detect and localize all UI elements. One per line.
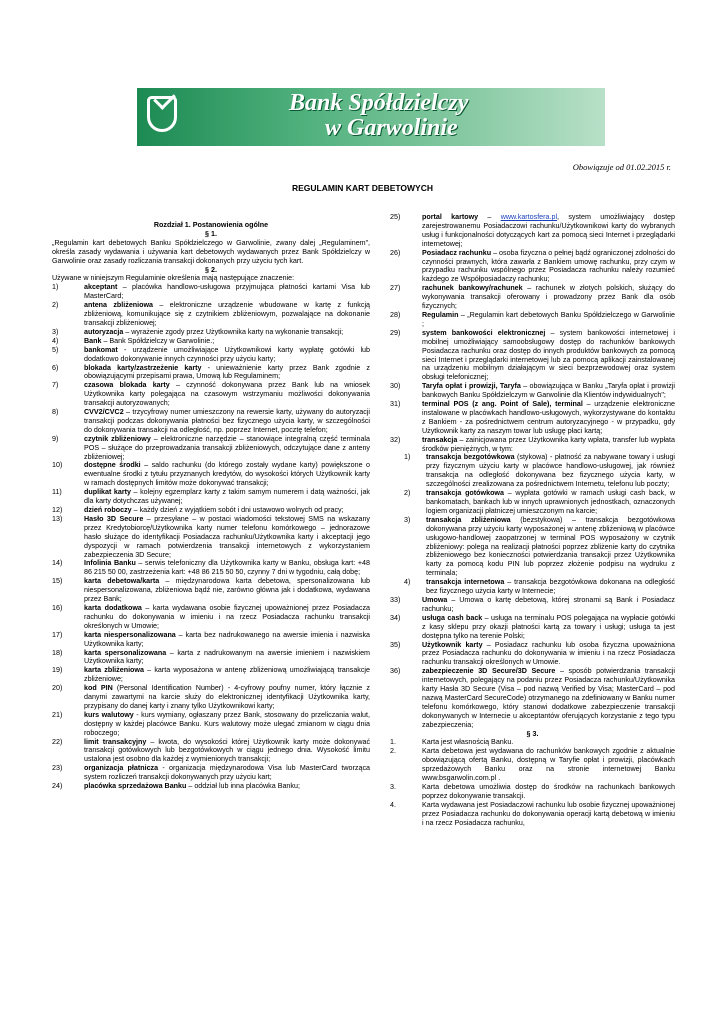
item-number: 4. [390,800,396,809]
item-number: 22) [52,737,63,746]
definition-term: kurs walutowy [84,710,134,719]
definition-term: usługa cash back [422,613,483,622]
definition-term: czasowa blokada karty [84,381,170,390]
item-number: 3) [52,327,59,336]
item-number: 27) [390,284,401,293]
definition-item [52,337,370,346]
definition-term: Taryfa opłat i prowizji, Taryfa [422,382,521,391]
definition-text: , system umożliwiający dostęp zarejestrowanemu Posiadaczowi rachunku/Użytkownikowi karty do wybranych usług i funkcjonalności dotyczących kart za pomocą sieci Internet i przeglądarki internetowej; [422,213,675,248]
item-number: 26) [390,248,401,257]
effective-date: Obowiązuje od 01.02.2015 r. [572,162,671,172]
right-column [390,213,675,828]
definition-term: duplikat karty [84,488,131,497]
item-number: 32) [390,435,401,444]
definition-term: Umowa [422,595,448,604]
definition-text: – „Regulamin kart debetowych Banku Spółdzielczego w Garwolinie ; [422,310,675,328]
definition-item [52,488,370,506]
definition-text: – każdy dzień z wyjątkiem sobót i dni ustawowo wolnych od pracy; [131,506,344,514]
item-number: 30) [390,382,401,391]
definition-item [52,764,370,782]
definition-text: – Umowa o kartę debetową, której stronami są Bank i Posiadacz rachunku; [422,595,675,613]
item-number: 1) [52,283,59,292]
definition-text: – międzynarodowa karta debetowa, spersonalizowana lub niespersonalizowana, zbliżeniowa bądź nie, zarówno główna jak i dodatkowa, wydawana przez Bank; [84,577,371,604]
item-number: 36) [390,667,401,676]
item-number: 25) [390,213,401,221]
definition-item [52,666,370,684]
definition-text: – osoba fizyczna o pełnej bądź ograniczonej zdolności do czynności prawnych, która zawarła z Bankiem umowę rachunku, przy czym w przypadku rachunku wspólnego przez Posiadacza rachunku należy rozumieć każdego ze Współposiadaczy rachunku; [422,248,675,284]
definition-text: – saldo rachunku (do którego zostały wydane karty) powiększone o ewentualne środki z tytułu przyznanych kredytów, do wysokości których Użytkownik karty w ramach dostępnych limitów może dokonywać transakcji; [84,461,370,488]
definition-text: – transakcja bezgotówkowa dokonana na odległość bez fizycznego użycia karty w Internecie; [426,578,675,596]
definition-term: karta zbliżeniowa [84,666,144,675]
definition-text: Karta jest własnością Banku. [422,738,514,747]
item-number: 8) [52,408,59,417]
definition-text: – rachunek w złotych polskich, służący do wykonywania transakcji oferowany i prowadzony przez Bank dla osób fizycznych; [422,284,675,311]
paragraph-2-intro: Używane w niniejszym Regulaminie określenia mają następujące znaczenie: [52,274,295,283]
definition-text: – karta wyposażona w antenę zbliżeniową umożliwiającą transakcje zbliżeniowe; [84,666,370,684]
definition-text: – placówka handlowo-usługowa przyjmująca płatności kartami Visa lub MasterCard; [84,283,370,301]
item-number: 11) [52,488,62,497]
shield-check-icon [143,94,183,138]
definition-item [52,346,370,364]
item-number: 12) [52,506,63,514]
definition-term: karta spersonalizowana [84,648,167,657]
item-number: 7) [52,381,59,390]
paragraph-3-item [390,747,675,783]
definition-term: CVV2/CVC2 [84,408,124,417]
definition-text: - kurs wymiany, ogłaszany przez Bank, stosowany do przeliczania walut, dostępny w każdej placówce Banku. Kurs walutowy może ulegać zmianom w ciągu dnia roboczego; [84,710,370,737]
transaction-type-item [390,516,675,578]
definition-item [390,436,675,454]
item-number: 2) [404,489,411,498]
definition-text: – sposób potwierdzania transakcji internetowych, polegający na podaniu przez Posiadacza rachunku/Użytkownika karty Hasła 3D Secure (Visa – pod nazwą Verified by Visa; MasterCard – pod nazwą MasterCard SecureCode) otrzymanego na zdefiniowany w Banku numer telefonu komórkowego, który stanowi dodatkowe zabezpieczenie transakcji dokonywanych w Internecie u akceptantów oferujących korzystanie z tego typu zabezpieczenia; [422,667,676,729]
definition-text: – wypłata gotówki w ramach usługi cash back, w bankomatach, bankach lub w innych uprawnionych jednostkach, oznaczonych logiem organizacji płatniczej umieszczonym na karcie; [426,489,675,515]
definition-text: Karta debetowa jest wydawana do rachunków bankowych zgodnie z aktualnie obowiązującą ofertą Banku, dostępną w Taryfie opłat i prowizji, placówkach sprzedażowych Banku oraz na stronie internetowej Banku www.bsgarwolin.com.pl . [422,747,675,783]
item-number: 15) [52,577,63,586]
definition-item [52,649,370,667]
definition-text: – karta wydawana osobie fizycznej upoważnionej przez Posiadacza rachunku do dokonywania w imieniu i na rzecz Posiadacza rachunku transakcji określonych w Umowie; [84,603,370,630]
definition-item [52,604,370,631]
definitions-list-right [390,213,675,453]
definition-term: karta dodatkowa [84,603,142,612]
definition-text: – serwis telefoniczny dla Użytkownika karty w Banku, obsługa kart: +48 86 215 50 00, zastrzeżenia kart: +48 86 215 50 50, czynny 7 dni w tygodniu, całą dobę; [84,559,370,577]
definition-term: transakcja bezgotówkowa [426,453,515,462]
paragraph-3-heading: § 3. [526,729,539,738]
definition-term: transakcja gotówkowa [426,489,504,498]
definition-term: antena zbliżeniowa [84,301,154,310]
definition-term: system bankowości elektronicznej [422,328,546,337]
definition-item [52,631,370,649]
definition-text: – usługa na terminalu POS polegająca na wypłacie gotówki z kasy sklepu przy okazji płatności kartą za towary i usługi; usługa ta jest dostępna tylko na terenie Polski; [422,613,675,640]
item-number: 13) [52,514,63,523]
portal-link[interactable]: www.kartosfera.pl [500,213,558,221]
paragraph-3-list [390,738,675,827]
definition-term: blokada karty/zastrzeżenie karty [84,363,202,372]
definition-item [52,364,370,382]
definition-text: – czynność dokonywana przez Bank lub na wniosek Użytkownika karty polegająca na czasowym wstrzymaniu możliwości dokonywania transakcji autoryzowanych; [84,381,370,408]
definition-term: autoryzacja [84,327,124,336]
definition-term: karta niespersonalizowana [84,630,176,639]
definition-item [52,328,370,337]
definition-term: Infolinia Banku [84,559,136,568]
definition-term: placówka sprzedażowa Banku [84,782,187,791]
definition-term: karta debetowa/karta [84,577,160,586]
definition-text: – Bank Spółdzielczy w Garwolinie.; [101,336,215,345]
definition-item [52,381,370,408]
item-number: 3. [390,783,396,791]
item-number: 4) [404,578,411,587]
item-number: 20) [52,684,63,693]
chapter-heading: Rozdział 1. Postanowienia ogólne [153,221,269,229]
definition-text: – elektroniczne narzędzie – stanowiące integralną część terminala POS – służące do przeprowadzania transakcji zbliżeniowych, odczytujące dane z anteny zbliżeniowej; [84,434,370,461]
definition-term: Bank [84,336,102,345]
item-number: 19) [52,666,63,675]
definition-text: – przesyłane – w postaci wiadomości tekstowej SMS na wskazany przez Kredytobiorcę/Użytkownika karty numer telefonu komórkowego – jednorazowe hasło służące do identyfikacji Posiadacza rachunku/Użytkownika karty i akceptacji jego dyspozycji w ramach potwierdzenia transakcji internetowych z wykorzystaniem zabezpieczenia 3D Secure; [84,514,370,559]
definition-text: – kolejny egzemplarz karty z takim samym numerem i datą ważności, jak dla karty dotychczas używanej; [84,488,370,506]
transaction-types-list [390,453,675,596]
definition-item [390,614,675,641]
paragraph-1-heading: § 1. [205,229,217,238]
definition-term: transakcja [422,435,458,444]
item-number: 2. [390,747,396,756]
definition-term: czytnik zbliżeniowy [84,434,151,443]
definition-term: rachunek bankowy/rachunek [422,284,523,293]
paragraph-3-item [390,801,675,828]
definition-term: organizacja płatnicza [84,764,159,773]
definition-text: – system bankowości internetowej i mobilnej umożliwiający samoobsługowy dostęp do rachunków bankowych Posiadacza rachunku oraz dostęp do innych produktów bankowych za pomocą sieci Internet i przeglądarki internetowej lub za pomocą aplikacji zainstalowanej na urządzeniu mobilnym działającym w sieci bezprzewodowej oraz system obsługi telefonicznej; [422,328,676,382]
definition-term: Hasło 3D Secure [84,514,144,523]
definition-item [52,782,370,791]
item-number: 2) [52,301,59,310]
definition-term: kod PIN [84,684,113,693]
item-number: 17) [52,630,63,639]
definition-term: transakcja internetowa [426,578,505,587]
definition-term: limit transakcyjny [84,737,147,746]
item-number: 16) [52,603,63,612]
definition-item [52,577,370,604]
definition-text: – trzycyfrowy numer umieszczony na rewersie karty, używany do autoryzacji transakcji podczas dokonywania płatności bez fizycznego użycia karty, w szczególności do dokonywania transakcji na odległość, np. poprzez Internet, pocztę telefon; [84,408,370,434]
item-number: 9) [52,434,59,443]
definition-item [390,249,675,285]
item-number: 29) [390,328,401,337]
definition-item [52,559,370,577]
definition-text: – zainicjowana przez Użytkownika karty wpłata, transfer lub wypłata środków pieniężnych, w tym: [422,435,675,453]
item-number: 21) [52,710,63,719]
definition-term: Użytkownik karty [422,640,483,649]
definition-item [52,515,370,560]
definition-item [390,667,675,729]
item-number: 28) [390,310,401,319]
definition-term: Posiadacz rachunku [422,248,492,257]
definitions-list-left [52,283,370,791]
definition-item [52,738,370,765]
item-number: 1) [404,453,411,462]
item-number: 5) [52,345,59,354]
definitions-list-right-2 [390,596,675,730]
document-title: REGULAMIN KART DEBETOWYCH [291,183,434,193]
item-number: 1. [390,738,396,747]
item-number: 23) [52,764,63,773]
definition-item [52,461,370,488]
transaction-type-item [390,453,675,489]
definition-item [390,596,675,614]
definition-term: bankomat [84,345,118,354]
definition-term: dostępne środki [84,461,141,470]
definition-item [52,506,370,515]
definition-text: (stykowa) - płatność za nabywane towary i usługi przy fizycznym użyciu karty w placówce handlowo-usługowej, jak również transakcja na odległość dokonywana bez fizycznego użycia karty, w szczególności zrealizowana za pośrednictwem Internetu, telefonu lub poczty; [426,453,675,489]
definition-text: – karta bez nadrukowanego na awersie imienia i nazwiska Użytkownika karty; [84,630,370,648]
definition-term: zabezpieczenie 3D Secure/3D Secure [422,667,556,676]
paragraph-3-item [390,738,675,747]
definition-item [390,284,675,311]
definition-item [390,400,675,436]
definition-item [52,408,370,435]
paragraph-3-item [390,783,675,801]
definition-text: (bezstykowa) – transakcja bezgotówkowa dokonywana przy użyciu karty wyposażonej w antenę zbliżeniową w placówce usługowo-handlowej zaopatrzonej w terminal POS wyposażony w czytnik zbliżeniowy: polega na realizacji płatności poprzez zbliżenie karty do czytnika zbliżeniowego bez konieczności potwierdzania transakcji przez Użytkownika karty za pomocą kodu PIN lub poprzez złożenie podpisu na wydruku z terminala; [426,515,675,578]
definition-term: transakcja zbliżeniowa [426,515,511,524]
definition-term: Regulamin [422,310,459,319]
item-number: 34) [390,613,401,622]
definition-item [390,329,675,382]
paragraph-2-heading: § 2. [205,265,217,274]
definition-term: terminal POS (z ang. Point of Sale), terminal [422,400,583,409]
definition-text: – karta z nadrukowanym na awersie imieniem i nazwiskiem Użytkownika karty; [84,648,371,666]
definition-text: Karta wydawana jest Posiadaczowi rachunku lub osobie fizycznej upoważnionej przez Posiadacza rachunku do dokonywania operacji kartą debetową w imieniu i na rzecz Posiadacza rachunku, [422,800,675,827]
definition-text: Karta debetowa umożliwia dostęp do środków na rachunkach bankowych poprzez dokonywanie transakcji. [422,783,675,800]
definition-text: (Personal Identification Number) - 4-cyfrowy poufny numer, który łącznie z danymi zawartymi na karcie służy do elektronicznej identyfikacji Użytkownika karty, przypisany do danej karty i znany tylko Użytkownikowi karty; [84,684,370,710]
definition-item [52,711,370,738]
definition-text: – wyrażenie zgody przez Użytkownika karty na wykonanie transakcji; [123,327,344,336]
transaction-type-item [390,489,675,516]
definition-term: akceptant [84,283,118,292]
definition-text: – kwota, do wysokości której Użytkownik karty może dokonywać transakcji gotówkowych lub bezgotówkowych w ciągu jednego dnia. Wysokość limitu ustalona jest osobno dla każdej z wymienionych transakcji; [84,737,371,764]
definition-text: – oddział lub inna placówka Banku; [186,782,300,791]
item-number: 24) [52,782,63,791]
item-number: 6) [52,363,59,372]
definition-item [390,382,675,400]
definition-item [390,641,675,668]
definition-item [52,301,370,328]
definition-text: - urządzenie umożliwiające Użytkownikowi karty wypłatę gotówki lub dodatkowo dokonywanie innych czynności przy użyciu karty; [84,345,370,363]
definition-text: – [478,213,501,221]
definition-item [52,435,370,462]
definition-text: – obowiązująca w Banku „Taryfa opłat i prowizji bankowych Banku Spółdzielczym w Garwolinie dla Klientów indywidualnych"; [422,382,676,400]
definition-text: – urządzenie elektroniczne instalowane w placówkach handlowo-usługowych, wykorzystywane do kontaktu z Bankiem - za pośrednictwem centrum autoryzacyjnego - w przypadku, gdy Użytkownik karty za naszym towar lub usługę płaci kartą; [422,400,675,435]
item-number: 4) [52,336,59,345]
paragraph-1-text: „Regulamin kart debetowych Banku Spółdzielczego w Garwolinie, zwany dalej „Regulaminem”, określa zasady wydawania i używania kart debetowych wydawanych przez Bank Spółdzielczy w Garwolinie oraz zasady rozliczania transakcji dokonanych przy użyciu tych kart. [52,238,370,265]
definition-term: dzień roboczy [84,506,132,514]
bank-name-line1: Bank Spółdzielczy [289,90,469,116]
item-number: 10) [52,461,63,470]
bank-header-banner [137,88,605,146]
item-number: 14) [52,559,63,568]
item-number: 31) [390,400,401,409]
definition-text: – elektroniczne urządzenie wbudowane w kartę z funkcją zbliżeniową, komunikujące się z czytnikiem zbliżeniowym, pozwalające na dokonanie transakcji zbliżeniowej; [84,301,370,327]
definition-item [390,311,675,329]
definition-item [390,213,675,249]
left-column [52,221,370,791]
item-number: 18) [52,648,63,657]
item-number: 33) [390,595,401,604]
definition-text: – Posiadacz rachunku lub osoba fizyczna upoważniona przez Posiadacza rachunku do dokonywania w imieniu i na rzecz Posiadacza rachunku transakcji określonych w Umowie. [422,640,675,667]
item-number: 35) [390,640,401,649]
bank-name-line2: w Garwolinie [325,115,458,141]
definition-term: portal kartowy [422,213,479,221]
definition-text: - unieważnienie karty przez Bank zgodnie z obowiązującymi przepisami prawa, Umową lub Regulaminem; [84,363,370,381]
item-number: 3) [404,515,411,524]
definition-item [52,283,370,301]
definition-item [52,684,370,711]
definition-text: - organizacja międzynarodowa Visa lub MasterCard tworząca system rozliczeń transakcji dokonywanych przy użyciu kart; [84,764,370,782]
transaction-type-item [390,578,675,596]
